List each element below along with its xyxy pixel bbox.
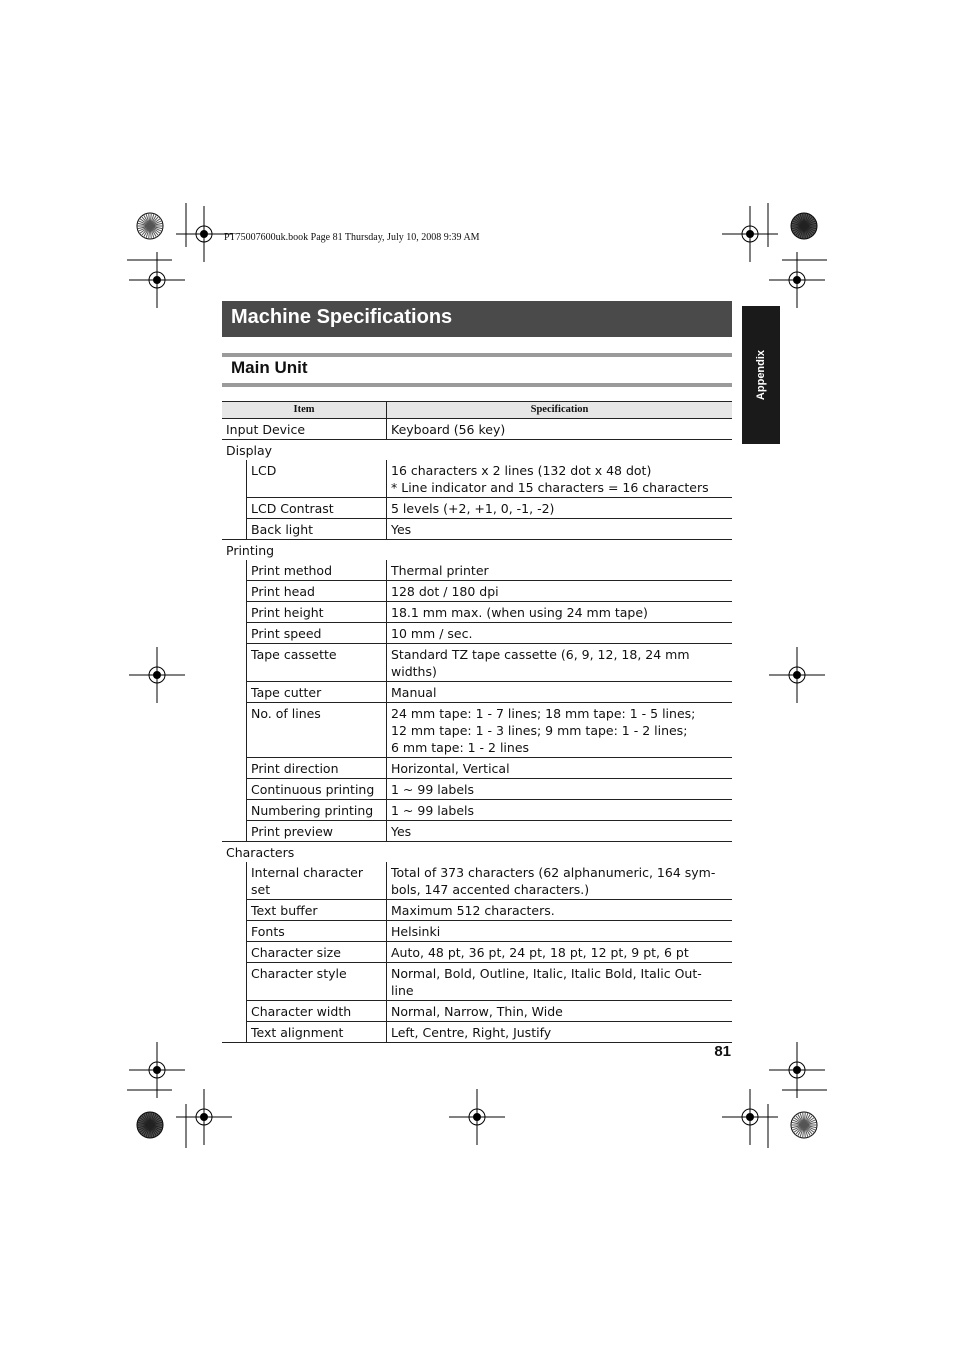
row-specification: [387, 779, 733, 800]
spec-line: 1 ~ 99 labels: [391, 782, 474, 797]
table-row: [222, 779, 732, 800]
table-row: [222, 498, 732, 519]
page-title: Machine Specifications: [231, 306, 453, 328]
row-item: Back light: [247, 519, 387, 540]
spec-line: 6 mm tape: 1 - 2 lines: [391, 740, 530, 755]
row-specification: [387, 821, 733, 842]
row-item: Character width: [247, 1001, 387, 1022]
row-item: Input Device: [222, 419, 387, 440]
registration-mark-dot: [474, 1114, 481, 1121]
table-row: [222, 623, 732, 644]
registration-mark-dot: [794, 1067, 801, 1074]
row-item: Text buffer: [247, 900, 387, 921]
row-specification: [387, 460, 733, 498]
row-indent: [222, 900, 247, 921]
row-indent: [222, 682, 247, 703]
table-group-row: [222, 440, 732, 461]
table-row: [222, 900, 732, 921]
row-indent: [222, 862, 247, 900]
row-specification: [387, 581, 733, 602]
group-label: Display: [226, 443, 273, 458]
registration-mark-dot: [794, 672, 801, 679]
table-row: [222, 682, 732, 703]
table-row: [222, 460, 732, 498]
spec-line: 18.1 mm max. (when using 24 mm tape): [391, 605, 648, 620]
spec-line: Keyboard (56 key): [391, 422, 506, 437]
spec-line: Manual: [391, 685, 437, 700]
row-item: Print direction: [247, 758, 387, 779]
row-specification: [387, 862, 733, 900]
spec-line: Yes: [391, 522, 412, 537]
row-indent: [222, 581, 247, 602]
row-specification: [387, 758, 733, 779]
table-header-row: [222, 402, 732, 419]
registration-mark-dot: [794, 277, 801, 284]
row-item: Print height: [247, 602, 387, 623]
table-row: [222, 800, 732, 821]
table-row: [222, 644, 732, 682]
row-item: Fonts: [247, 921, 387, 942]
row-specification: [387, 1022, 733, 1043]
spec-line: Helsinki: [391, 924, 441, 939]
row-item: Print preview: [247, 821, 387, 842]
spec-line: 1 ~ 99 labels: [391, 803, 474, 818]
row-specification: [387, 560, 733, 581]
section-rule-bottom: [222, 383, 732, 387]
row-specification: [387, 900, 733, 921]
spec-line: Normal, Narrow, Thin, Wide: [391, 1004, 563, 1019]
spec-line: 10 mm / sec.: [391, 626, 473, 641]
spec-line: Thermal printer: [391, 563, 489, 578]
spec-table-body: [222, 419, 732, 1043]
section-rule-top: [222, 353, 732, 357]
row-item: Character style: [247, 963, 387, 1001]
registration-mark-dot: [201, 231, 208, 238]
row-item: Numbering printing: [247, 800, 387, 821]
row-indent: [222, 921, 247, 942]
row-indent: [222, 1001, 247, 1022]
spec-line: Normal, Bold, Outline, Italic, Italic Bold, Italic Out-: [391, 966, 702, 981]
spec-line: 5 levels (+2, +1, 0, -1, -2): [391, 501, 555, 516]
registration-mark-dot: [747, 231, 754, 238]
row-indent: [222, 623, 247, 644]
table-row: [222, 758, 732, 779]
row-item: Tape cutter: [247, 682, 387, 703]
registration-mark-dot: [201, 1114, 208, 1121]
row-specification: [387, 921, 733, 942]
row-indent: [222, 1022, 247, 1043]
registration-mark-dot: [154, 1067, 161, 1074]
row-indent: [222, 560, 247, 581]
table-row: [222, 821, 732, 842]
row-specification: [387, 498, 733, 519]
row-specification: [387, 800, 733, 821]
spec-line: Maximum 512 characters.: [391, 903, 555, 918]
spec-line: 128 dot / 180 dpi: [391, 584, 499, 599]
spec-line: Left, Centre, Right, Justify: [391, 1025, 552, 1040]
row-specification: [387, 703, 733, 758]
spec-line: Yes: [391, 824, 412, 839]
row-specification: [387, 682, 733, 703]
group-label: Characters: [226, 845, 295, 860]
row-indent: [222, 460, 247, 498]
row-indent: [222, 758, 247, 779]
row-item: Print speed: [247, 623, 387, 644]
row-indent: [222, 602, 247, 623]
row-item: LCD Contrast: [247, 498, 387, 519]
row-indent: [222, 644, 247, 682]
page-number: 81: [714, 1043, 731, 1060]
group-label: Printing: [226, 543, 275, 558]
table-row: [222, 921, 732, 942]
row-item: Tape cassette: [247, 644, 387, 682]
table-row: [222, 602, 732, 623]
table-row: [222, 581, 732, 602]
spec-line: Auto, 48 pt, 36 pt, 24 pt, 18 pt, 12 pt, 9 pt, 6 pt: [391, 945, 689, 960]
row-indent: [222, 963, 247, 1001]
row-specification: [387, 602, 733, 623]
spec-line: 16 characters x 2 lines (132 dot x 48 dot): [391, 463, 652, 478]
spec-line: bols, 147 accented characters.): [391, 882, 590, 897]
col-header-specification: Specification: [387, 402, 733, 419]
row-specification: [387, 942, 733, 963]
spec-line: Horizontal, Vertical: [391, 761, 510, 776]
spec-line: * Line indicator and 15 characters = 16 characters: [391, 480, 709, 495]
spec-line: 24 mm tape: 1 - 7 lines; 18 mm tape: 1 - 5 lines;: [391, 706, 696, 721]
row-indent: [222, 779, 247, 800]
table-group-row: [222, 540, 732, 561]
table-row: [222, 519, 732, 540]
appendix-side-tab: [742, 306, 780, 444]
row-indent: [222, 498, 247, 519]
row-item: Print method: [247, 560, 387, 581]
col-header-item: Item: [222, 402, 387, 419]
row-item: Print head: [247, 581, 387, 602]
table-row: [222, 942, 732, 963]
spec-line: Total of 373 characters (62 alphanumeric, 164 sym-: [391, 865, 716, 880]
row-item: Character size: [247, 942, 387, 963]
row-item: No. of lines: [247, 703, 387, 758]
row-indent: [222, 703, 247, 758]
row-specification: [387, 1001, 733, 1022]
table-group-row: [222, 842, 732, 863]
spec-line: Standard TZ tape cassette (6, 9, 12, 18, 24 mm widths): [391, 647, 690, 679]
row-indent: [222, 519, 247, 540]
registration-mark-dot: [747, 1114, 754, 1121]
table-row: [222, 560, 732, 581]
table-row: [222, 703, 732, 758]
table-row: [222, 419, 732, 440]
registration-mark-dot: [154, 672, 161, 679]
row-specification: [387, 419, 733, 440]
spec-line: 12 mm tape: 1 - 3 lines; 9 mm tape: 1 - 2 lines;: [391, 723, 688, 738]
row-item: Internal character set: [247, 862, 387, 900]
registration-mark-dot: [154, 277, 161, 284]
row-indent: [222, 800, 247, 821]
row-specification: [387, 623, 733, 644]
table-row: [222, 1022, 732, 1043]
row-indent: [222, 942, 247, 963]
row-item: LCD: [247, 460, 387, 498]
row-indent: [222, 821, 247, 842]
spec-line: line: [391, 983, 414, 998]
print-header-line: PT75007600uk.book Page 81 Thursday, July 10, 2008 9:39 AM: [224, 232, 480, 243]
row-item: Text alignment: [247, 1022, 387, 1043]
row-item: Continuous printing: [247, 779, 387, 800]
table-row: [222, 862, 732, 900]
row-specification: [387, 644, 733, 682]
side-tab-label: Appendix: [755, 349, 767, 401]
table-row: [222, 963, 732, 1001]
spec-table: [222, 401, 732, 1043]
section-heading: Main Unit: [231, 358, 308, 377]
table-row: [222, 1001, 732, 1022]
row-specification: [387, 963, 733, 1001]
row-specification: [387, 519, 733, 540]
page-title-bar: [222, 301, 732, 337]
